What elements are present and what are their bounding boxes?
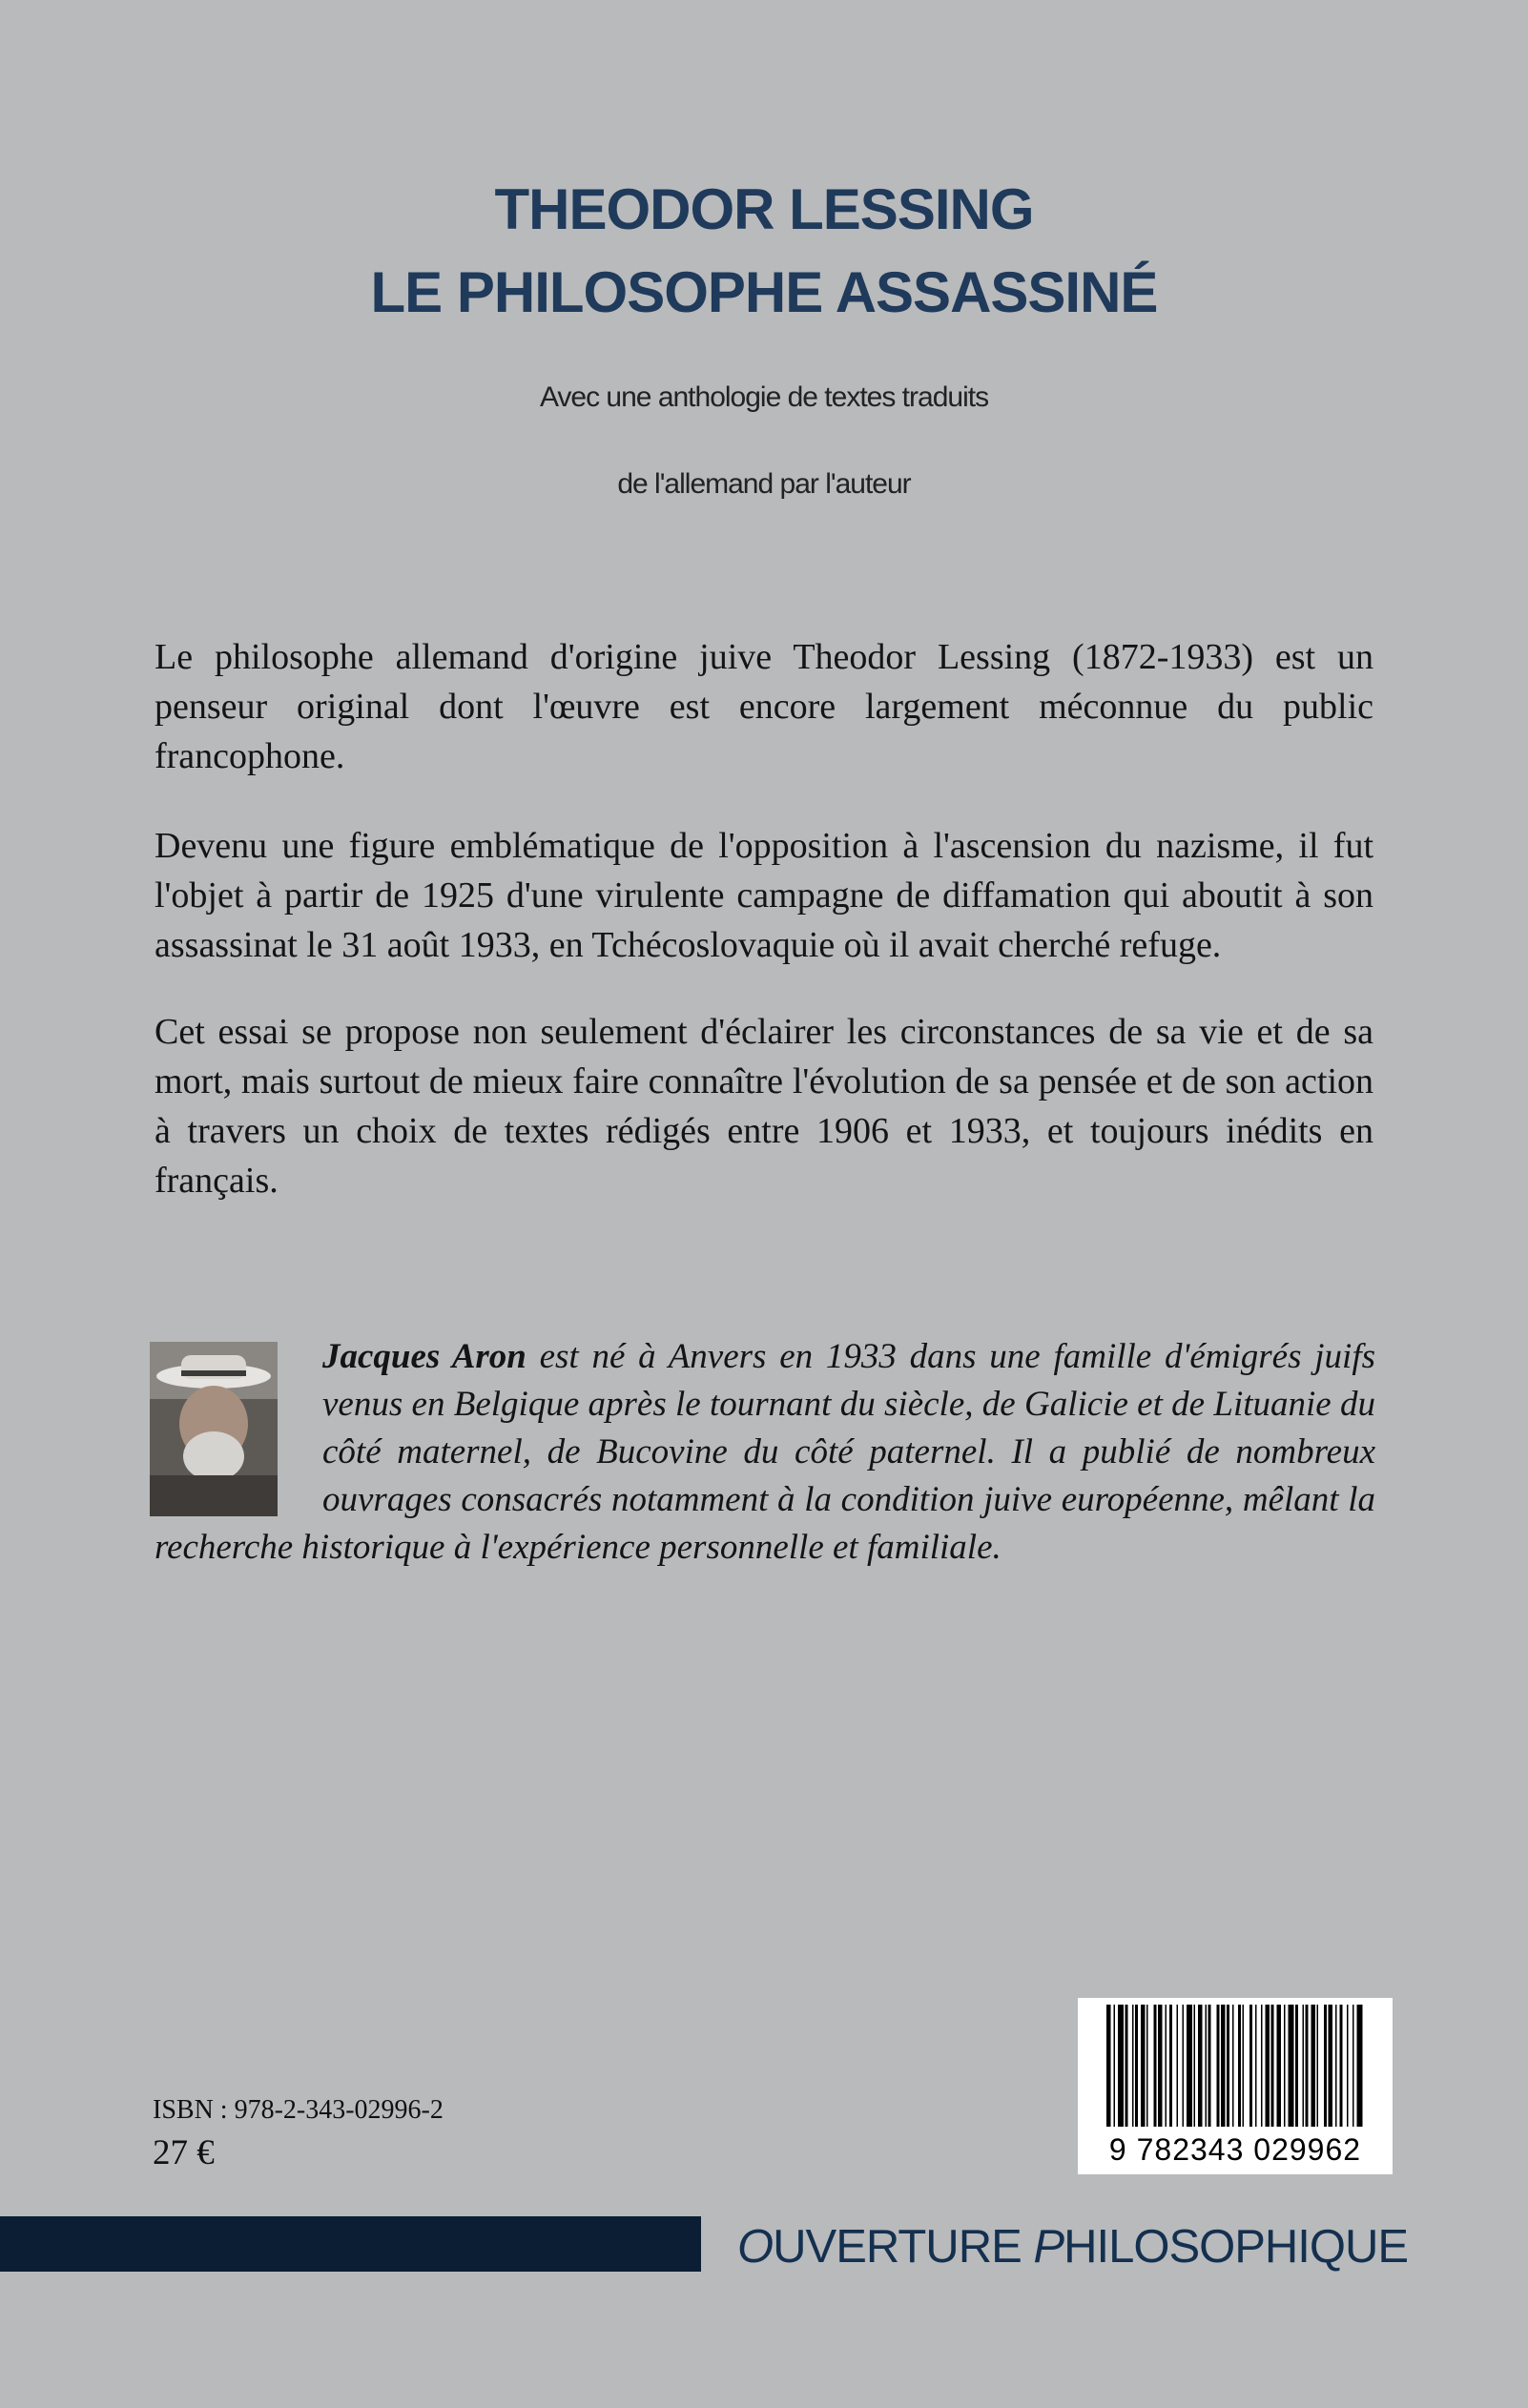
barcode-bar xyxy=(1158,2005,1163,2127)
author-name: Jacques Aron xyxy=(322,1337,527,1376)
subtitle-line-1: Avec une anthologie de textes traduits xyxy=(539,381,989,413)
barcode-bar xyxy=(1232,2005,1234,2127)
summary-paragraph-2: Devenu une figure emblématique de l'opposition à l'ascension du nazisme, il fut l'objet à partir de 1925 d'une virulente campagne de diffamation qui aboutit à son assassinat le 31 août 1933, en Tchécoslovaquie où il avait cherché refuge. xyxy=(155,826,1373,965)
series-bar xyxy=(0,2216,701,2272)
barcode-bar xyxy=(1146,2005,1148,2127)
barcode-bar xyxy=(1141,2005,1146,2127)
barcode-bar xyxy=(1255,2005,1257,2127)
author-bio-text: est né à Anvers en 1933 dans une famille d'émigrés juifs venus en Belgique après le tournant du siècle, de Galicie et de Lituanie du côté maternel, de Bucovine du côté paternel. Il a publié de nombreux ouvrages consacrés notamment à la condition juive européenne, mêlant la recherche historique à l'expérience personnelle et familiale. xyxy=(155,1337,1375,1567)
barcode-bar xyxy=(1125,2005,1128,2127)
barcode-bar xyxy=(1169,2005,1172,2127)
barcode-bar xyxy=(1295,2005,1298,2127)
barcode-bar xyxy=(1135,2005,1138,2127)
barcode-bar xyxy=(1352,2005,1354,2127)
book-title-line-2: LE PHILOSOPHE ASSASSINÉ xyxy=(370,260,1158,324)
barcode-number: 9 782343 029962 xyxy=(1108,2132,1362,2167)
series-word-2: HILOSOPHIQUE xyxy=(1063,2221,1409,2273)
book-title-line-1: THEODOR LESSING xyxy=(494,177,1034,241)
barcode-bar xyxy=(1154,2005,1157,2127)
barcode-bar xyxy=(1187,2005,1192,2127)
barcode-bar xyxy=(1249,2005,1252,2127)
summary-paragraph-3: Cet essai se propose non seulement d'éclairer les circonstances de sa vie et de sa mort, mais surtout de mieux faire connaître l'évolution de sa pensée et de son action à travers un choix de textes rédigés entre 1906 et 1933, et toujours inédits en français. xyxy=(155,1012,1373,1201)
barcode-bar xyxy=(1206,2005,1208,2127)
barcode-bar xyxy=(1217,2005,1220,2127)
barcode-bar xyxy=(1317,2005,1319,2127)
barcode-bar xyxy=(1118,2005,1124,2127)
barcode-bar xyxy=(1329,2005,1333,2127)
barcode-bar xyxy=(1271,2005,1274,2127)
barcode-bar xyxy=(1261,2005,1263,2127)
author-bio xyxy=(155,1333,1375,1572)
barcode-bar xyxy=(1238,2005,1241,2127)
barcode-bar xyxy=(1198,2005,1203,2127)
barcode-bars xyxy=(1106,2005,1364,2127)
barcode-bar xyxy=(1303,2005,1305,2127)
barcode-bar xyxy=(1284,2005,1286,2127)
barcode-bar xyxy=(1114,2005,1116,2127)
barcode-bar xyxy=(1194,2005,1196,2127)
barcode-bar xyxy=(1311,2005,1316,2127)
barcode-bar xyxy=(1166,2005,1167,2127)
price: 27 € xyxy=(153,2133,215,2172)
series-initial-o: O xyxy=(737,2221,774,2273)
isbn: ISBN : 978-2-343-02996-2 xyxy=(153,2095,444,2125)
barcode-bar xyxy=(1289,2005,1294,2127)
barcode-bar xyxy=(1266,2005,1270,2127)
barcode-bar xyxy=(1227,2005,1229,2127)
barcode-bar xyxy=(1221,2005,1226,2127)
barcode-bar xyxy=(1340,2005,1343,2127)
barcode-bar xyxy=(1335,2005,1337,2127)
barcode-bar xyxy=(1243,2005,1245,2127)
series-name xyxy=(737,2221,1409,2273)
barcode-bar xyxy=(1347,2005,1349,2127)
barcode-bar xyxy=(1177,2005,1179,2127)
barcode-bar xyxy=(1357,2005,1363,2127)
summary-paragraph-1: Le philosophe allemand d'origine juive Theodor Lessing (1872-1933) est un penseur original dont l'œuvre est encore largement méconnue du public francophone. xyxy=(155,637,1373,776)
barcode-bar xyxy=(1277,2005,1282,2127)
series-initial-p: P xyxy=(1033,2221,1064,2273)
barcode-bar xyxy=(1324,2005,1327,2127)
series-word-1: UVERTURE xyxy=(773,2221,1034,2273)
barcode-bar xyxy=(1132,2005,1134,2127)
barcode-bar xyxy=(1106,2005,1111,2127)
barcode xyxy=(1078,1998,1393,2174)
barcode-bar xyxy=(1183,2005,1185,2127)
barcode-bar xyxy=(1306,2005,1309,2127)
barcode-bar xyxy=(1208,2005,1211,2127)
subtitle-line-2: de l'allemand par l'auteur xyxy=(617,468,911,500)
